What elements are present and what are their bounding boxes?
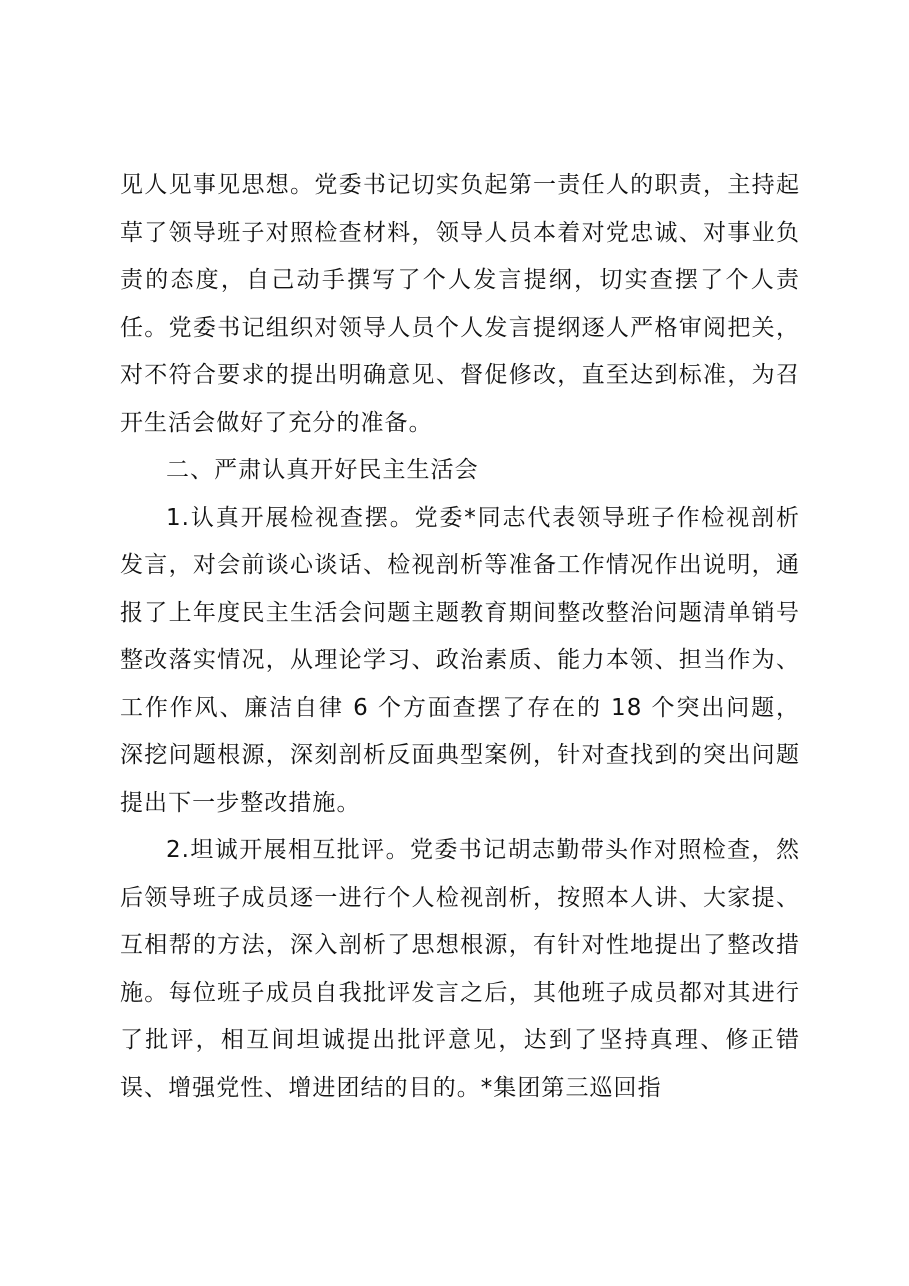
paragraph-continued: 见人见事见思想。党委书记切实负起第一责任人的职责，主持起草了领导班子对照检查材料，领导人员本着对党忠诚、对事业负责的态度，自己动手撰写了个人发言提纲，切实查摆了个人责任。党委书记组织对领导人员个人发言提纲逐人严格审阅把关，对不符合要求的提出明确意见、督促修改，直至达到标准，为召开生活会做好了充分的准备。	[120, 172, 800, 436]
paragraph-mutual-criticism: 2.坦诚开展相互批评。党委书记胡志勤带头作对照检查，然后领导班子成员逐一进行个人检视剖析，按照本人讲、大家提、互相帮的方法，深入剖析了思想根源，有针对性地提出了整改措施。每位班子成员自我批评发言之后，其他班子成员都对其进行了批评，相互间坦诚提出批评意见，达到了坚持真理、修正错误、增强党性、增进团结的目的。*集团第三巡回指	[120, 837, 800, 1101]
section-heading: 二、严肃认真开好民主生活会	[166, 457, 479, 483]
document-body	[120, 162, 800, 1112]
paragraph-self-review: 1.认真开展检视查摆。党委*同志代表领导班子作检视剖析发言，对会前谈心谈话、检视剖析等准备工作情况作出说明，通报了上年度民主生活会问题主题教育期间整改整治问题清单销号整改落实情况，从理论学习、政治素质、能力本领、担当作为、工作作风、廉洁自律 6 个方面查摆了存在的 18 个突出问题，深挖问题根源，深刻剖析反面典型案例，针对查找到的突出问题提出下一步整改措施。	[120, 504, 800, 816]
